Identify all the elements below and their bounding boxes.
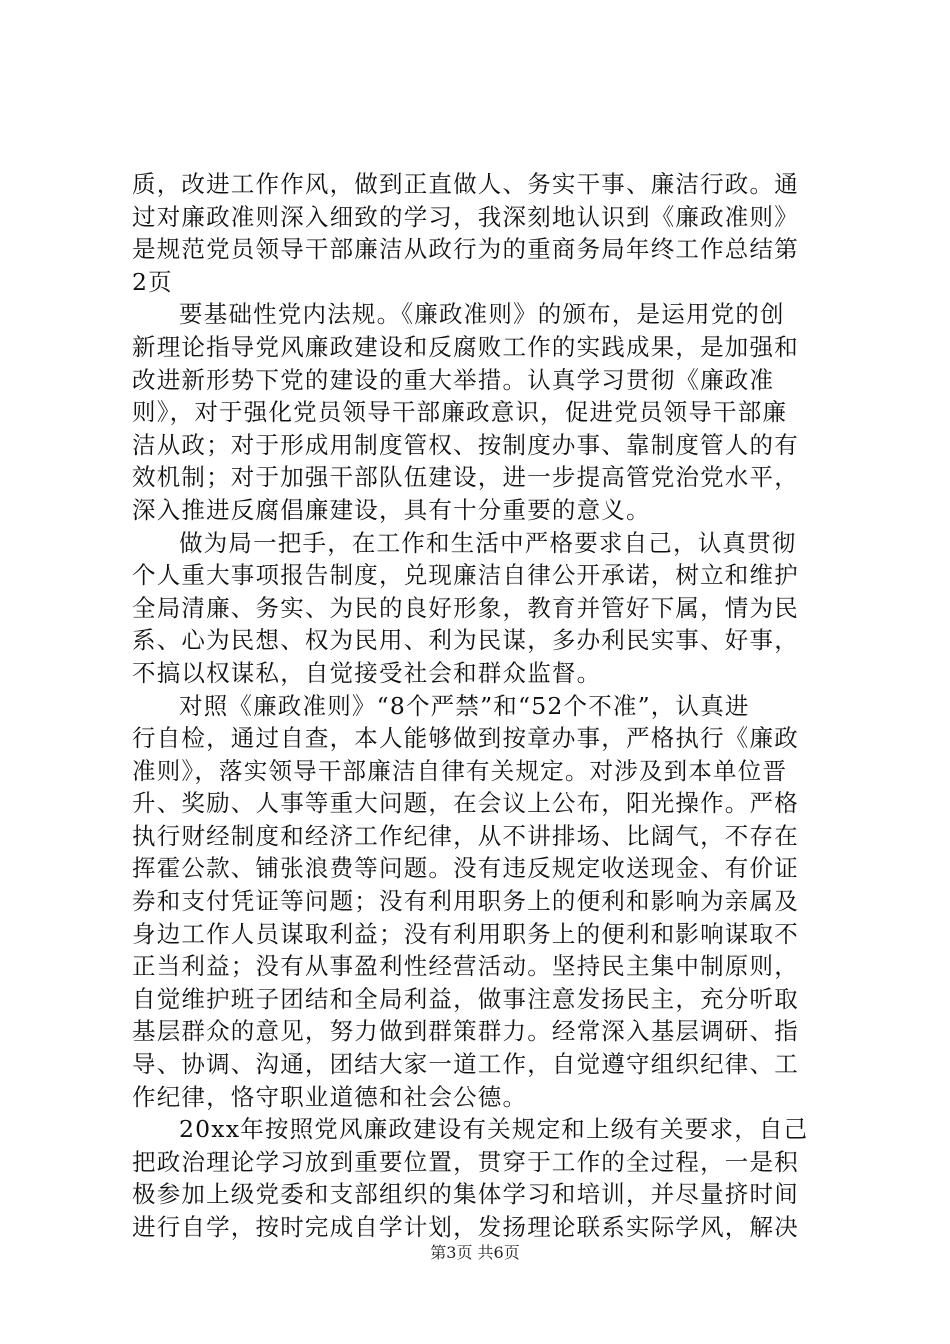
text-line: 则》，对于强化党员领导干部廉政意识，促进党员领导干部廉 bbox=[132, 398, 788, 427]
text-line: 挥霍公款、铺张浪费等问题。没有违反规定收送现金、有价证 bbox=[132, 854, 799, 883]
page-footer: 第3页 共6页 bbox=[430, 1243, 520, 1262]
text-line: 2页 bbox=[132, 267, 173, 296]
text-line: 券和支付凭证等问题；没有利用职务上的便利和影响为亲属及 bbox=[132, 887, 799, 916]
text-line: 升、奖励、人事等重大问题，在会议上公布，阳光操作。严格 bbox=[132, 789, 799, 818]
text-line: 极参加上级党委和支部组织的集体学习和培训，并尽量挤时间 bbox=[132, 1180, 799, 1209]
text-line: 准则》，落实领导干部廉洁自律有关规定。对涉及到本单位晋 bbox=[132, 756, 788, 785]
text-line: 深入推进反腐倡廉建设，具有十分重要的意义。 bbox=[132, 495, 651, 524]
body-text bbox=[132, 168, 832, 1244]
text-line: 是规范党员领导干部廉洁从政行为的重商务局年终工作总结第 bbox=[132, 235, 799, 264]
text-line: 质，改进工作作风，做到正直做人、务实干事、廉洁行政。通 bbox=[132, 170, 799, 198]
text-line: 身边工作人员谋取利益；没有利用职务上的便利和影响谋取不 bbox=[132, 919, 799, 948]
text-line: 进行自学，按时完成自学计划，发扬理论联系实际学风，解决 bbox=[132, 1213, 799, 1241]
text-line: 全局清廉、务实、为民的良好形象，教育并管好下属，情为民 bbox=[132, 593, 799, 622]
text-line: 基层群众的意见，努力做到群策群力。经常深入基层调研、指 bbox=[132, 1017, 799, 1046]
text-line: 对照《廉政准则》“8个严禁”和“52个不准”，认真进 bbox=[179, 691, 750, 720]
text-line: 20xx年按照党风廉政建设有关规定和上级有关要求，自己 bbox=[179, 1115, 809, 1144]
text-line: 系、心为民想、权为民用、利为民谋，多办利民实事、好事， bbox=[132, 626, 799, 655]
text-line: 做为局一把手，在工作和生活中严格要求自己，认真贯彻 bbox=[179, 528, 797, 557]
text-line: 导、协调、沟通，团结大家一道工作，自觉遵守组织纪律、工 bbox=[132, 1050, 799, 1079]
text-line: 新理论指导党风廉政建设和反腐败工作的实践成果，是加强和 bbox=[132, 332, 799, 361]
text-line: 把政治理论学习放到重要位置，贯穿于工作的全过程，一是积 bbox=[132, 1147, 799, 1176]
text-line: 效机制；对于加强干部队伍建设，进一步提高管党治党水平， bbox=[132, 463, 799, 492]
text-line: 行自检，通过自查，本人能够做到按章办事，严格执行《廉政 bbox=[132, 724, 799, 753]
text-line: 改进新形势下党的建设的重大举措。认真学习贯彻《廉政准 bbox=[132, 365, 775, 394]
text-line: 正当利益；没有从事盈利性经营活动。坚持民主集中制原则， bbox=[132, 952, 799, 981]
text-line: 个人重大事项报告制度，兑现廉洁自律公开承诺，树立和维护 bbox=[132, 561, 799, 590]
text-line: 自觉维护班子团结和全局利益，做事注意发扬民主，充分听取 bbox=[132, 984, 799, 1013]
text-line: 作纪律，恪守职业道德和社会公德。 bbox=[132, 1082, 528, 1111]
text-line: 洁从政；对于形成用制度管权、按制度办事、靠制度管人的有 bbox=[132, 430, 799, 459]
text-line: 要基础性党内法规。《廉政准则》的颁布，是运用党的创 bbox=[179, 300, 785, 329]
text-line: 过对廉政准则深入细致的学习，我深刻地认识到《廉政准则》 bbox=[132, 202, 799, 231]
text-line: 不搞以权谋私，自觉接受社会和群众监督。 bbox=[132, 658, 602, 687]
text-line: 执行财经制度和经济工作纪律，从不讲排场、比阔气，不存在 bbox=[132, 821, 799, 850]
